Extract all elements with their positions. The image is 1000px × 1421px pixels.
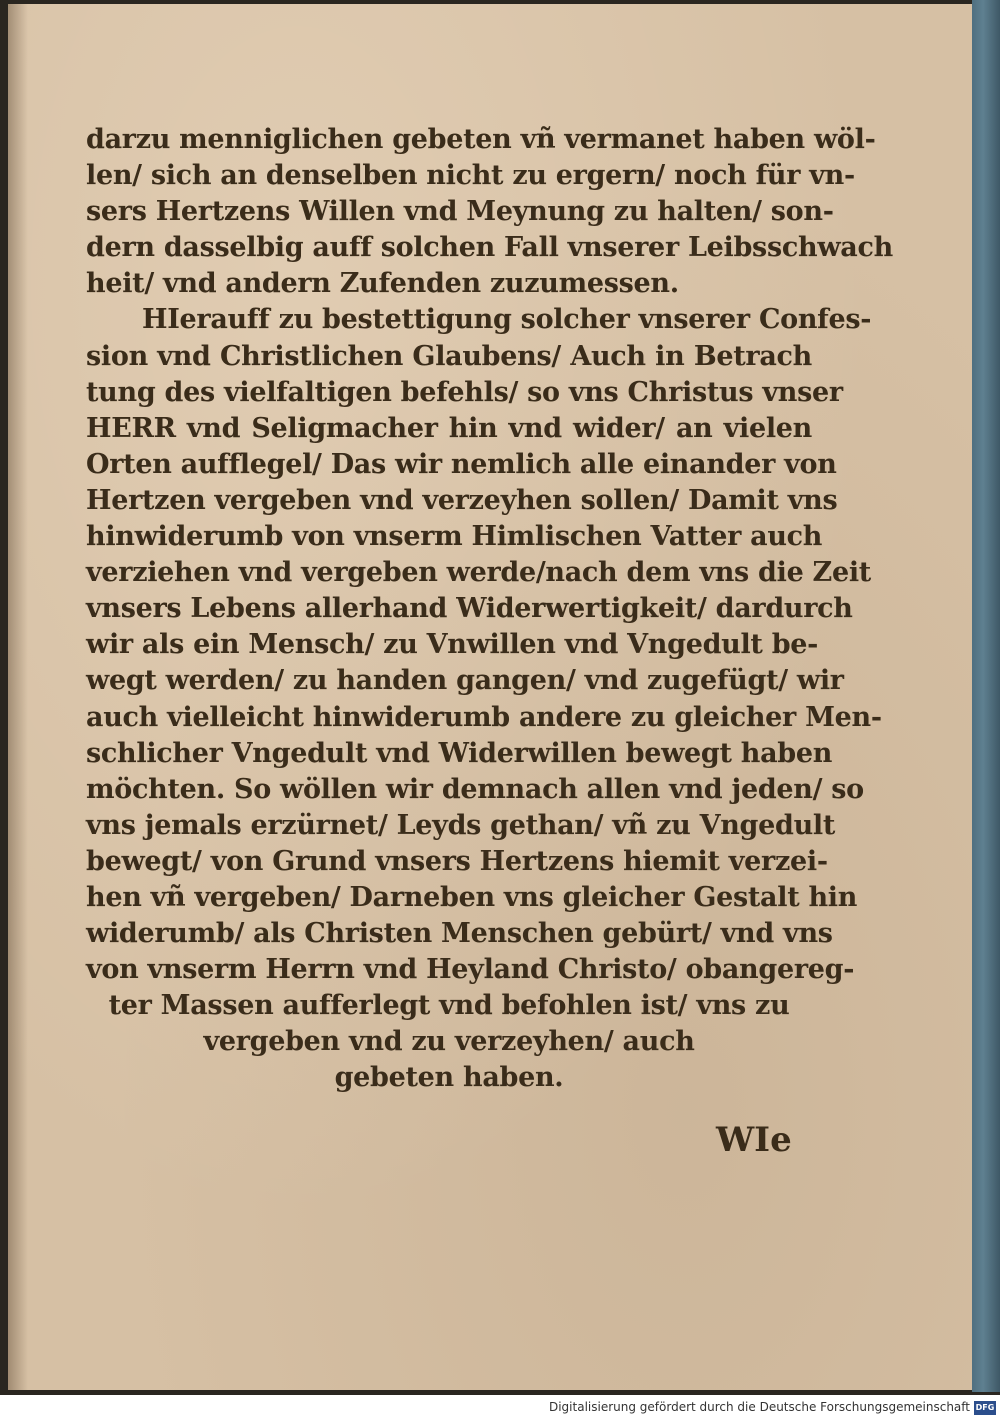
digitization-footer bbox=[0, 1395, 1000, 1421]
text-line: vnsers Lebens allerhand Widerwertigkeit/ dardurch bbox=[86, 593, 853, 625]
book-cover-edge bbox=[972, 0, 1000, 1392]
text-line: dern dasselbig auff solchen Fall vnserer Leibsschwach bbox=[86, 232, 893, 264]
text-line: darzu menniglichen gebeten vñ vermanet haben wöl- bbox=[86, 124, 876, 155]
text-line-centered: gebeten haben. bbox=[334, 1062, 564, 1094]
page-gutter-shadow bbox=[8, 4, 28, 1390]
text-line: von vnserm Herrn vnd Heyland Christo/ obangereg- bbox=[86, 954, 855, 986]
text-line: Hertzen vergeben vnd verzeyhen sollen/ Damit vns bbox=[86, 484, 838, 516]
text-line: wir als ein Mensch/ zu Vnwillen vnd Vngedult be- bbox=[86, 629, 819, 661]
text-line: hinwiderumb von vnserm Himlischen Vatter auch bbox=[86, 521, 823, 553]
paragraph-start-line: HIerauff zu bestettigung solcher vnserer Confes- bbox=[142, 304, 872, 336]
text-line: heit/ vnd andern Zufenden zuzumessen. bbox=[86, 268, 679, 300]
funding-credit: Digitalisierung gefördert durch die Deutsche Forschungsgemeinschaft bbox=[548, 1400, 970, 1414]
text-line-centered: vergeben vnd zu verzeyhen/ auch bbox=[203, 1026, 695, 1058]
text-line: schlicher Vngedult vnd Widerwillen bewegt haben bbox=[86, 737, 833, 769]
dfg-logo: DFG bbox=[974, 1401, 996, 1415]
text-line: hen vñ vergeben/ Darneben vns gleicher Gestalt hin bbox=[86, 881, 858, 913]
text-line: sers Hertzens Willen vnd Meynung zu halten/ son- bbox=[86, 196, 834, 228]
text-line: sion vnd Christlichen Glaubens/ Auch in Betrach bbox=[86, 340, 812, 372]
text-line-centered: ter Massen aufferlegt vnd befohlen ist/ vns zu bbox=[108, 990, 790, 1022]
text-line: auch vielleicht hinwiderumb andere zu gleicher Men- bbox=[86, 701, 882, 733]
text-line: tung des vielfaltigen befehls/ so vns Christus vnser bbox=[86, 376, 843, 408]
catchword: WIe bbox=[716, 1120, 792, 1160]
text-line: widerumb/ als Christen Menschen gebürt/ vnd vns bbox=[86, 918, 833, 950]
text-line: wegt werden/ zu handen gangen/ vnd zugefügt/ wir bbox=[86, 665, 844, 697]
page-text-block bbox=[86, 122, 893, 1097]
text-line: verziehen vnd vergeben werde/nach dem vns die Zeit bbox=[86, 557, 871, 589]
text-line: möchten. So wöllen wir demnach allen vnd jeden/ so bbox=[86, 773, 864, 805]
text-line: bewegt/ von Grund vnsers Hertzens hiemit verzei- bbox=[86, 845, 828, 877]
text-line: HERR vnd Seligmacher hin vnd wider/ an vielen bbox=[86, 412, 812, 444]
text-line: Orten aufflegel/ Das wir nemlich alle einander von bbox=[86, 448, 837, 480]
text-line: len/ sich an denselben nicht zu ergern/ noch für vn- bbox=[86, 160, 855, 192]
text-line: vns jemals erzürnet/ Leyds gethan/ vñ zu Vngedult bbox=[86, 809, 836, 841]
